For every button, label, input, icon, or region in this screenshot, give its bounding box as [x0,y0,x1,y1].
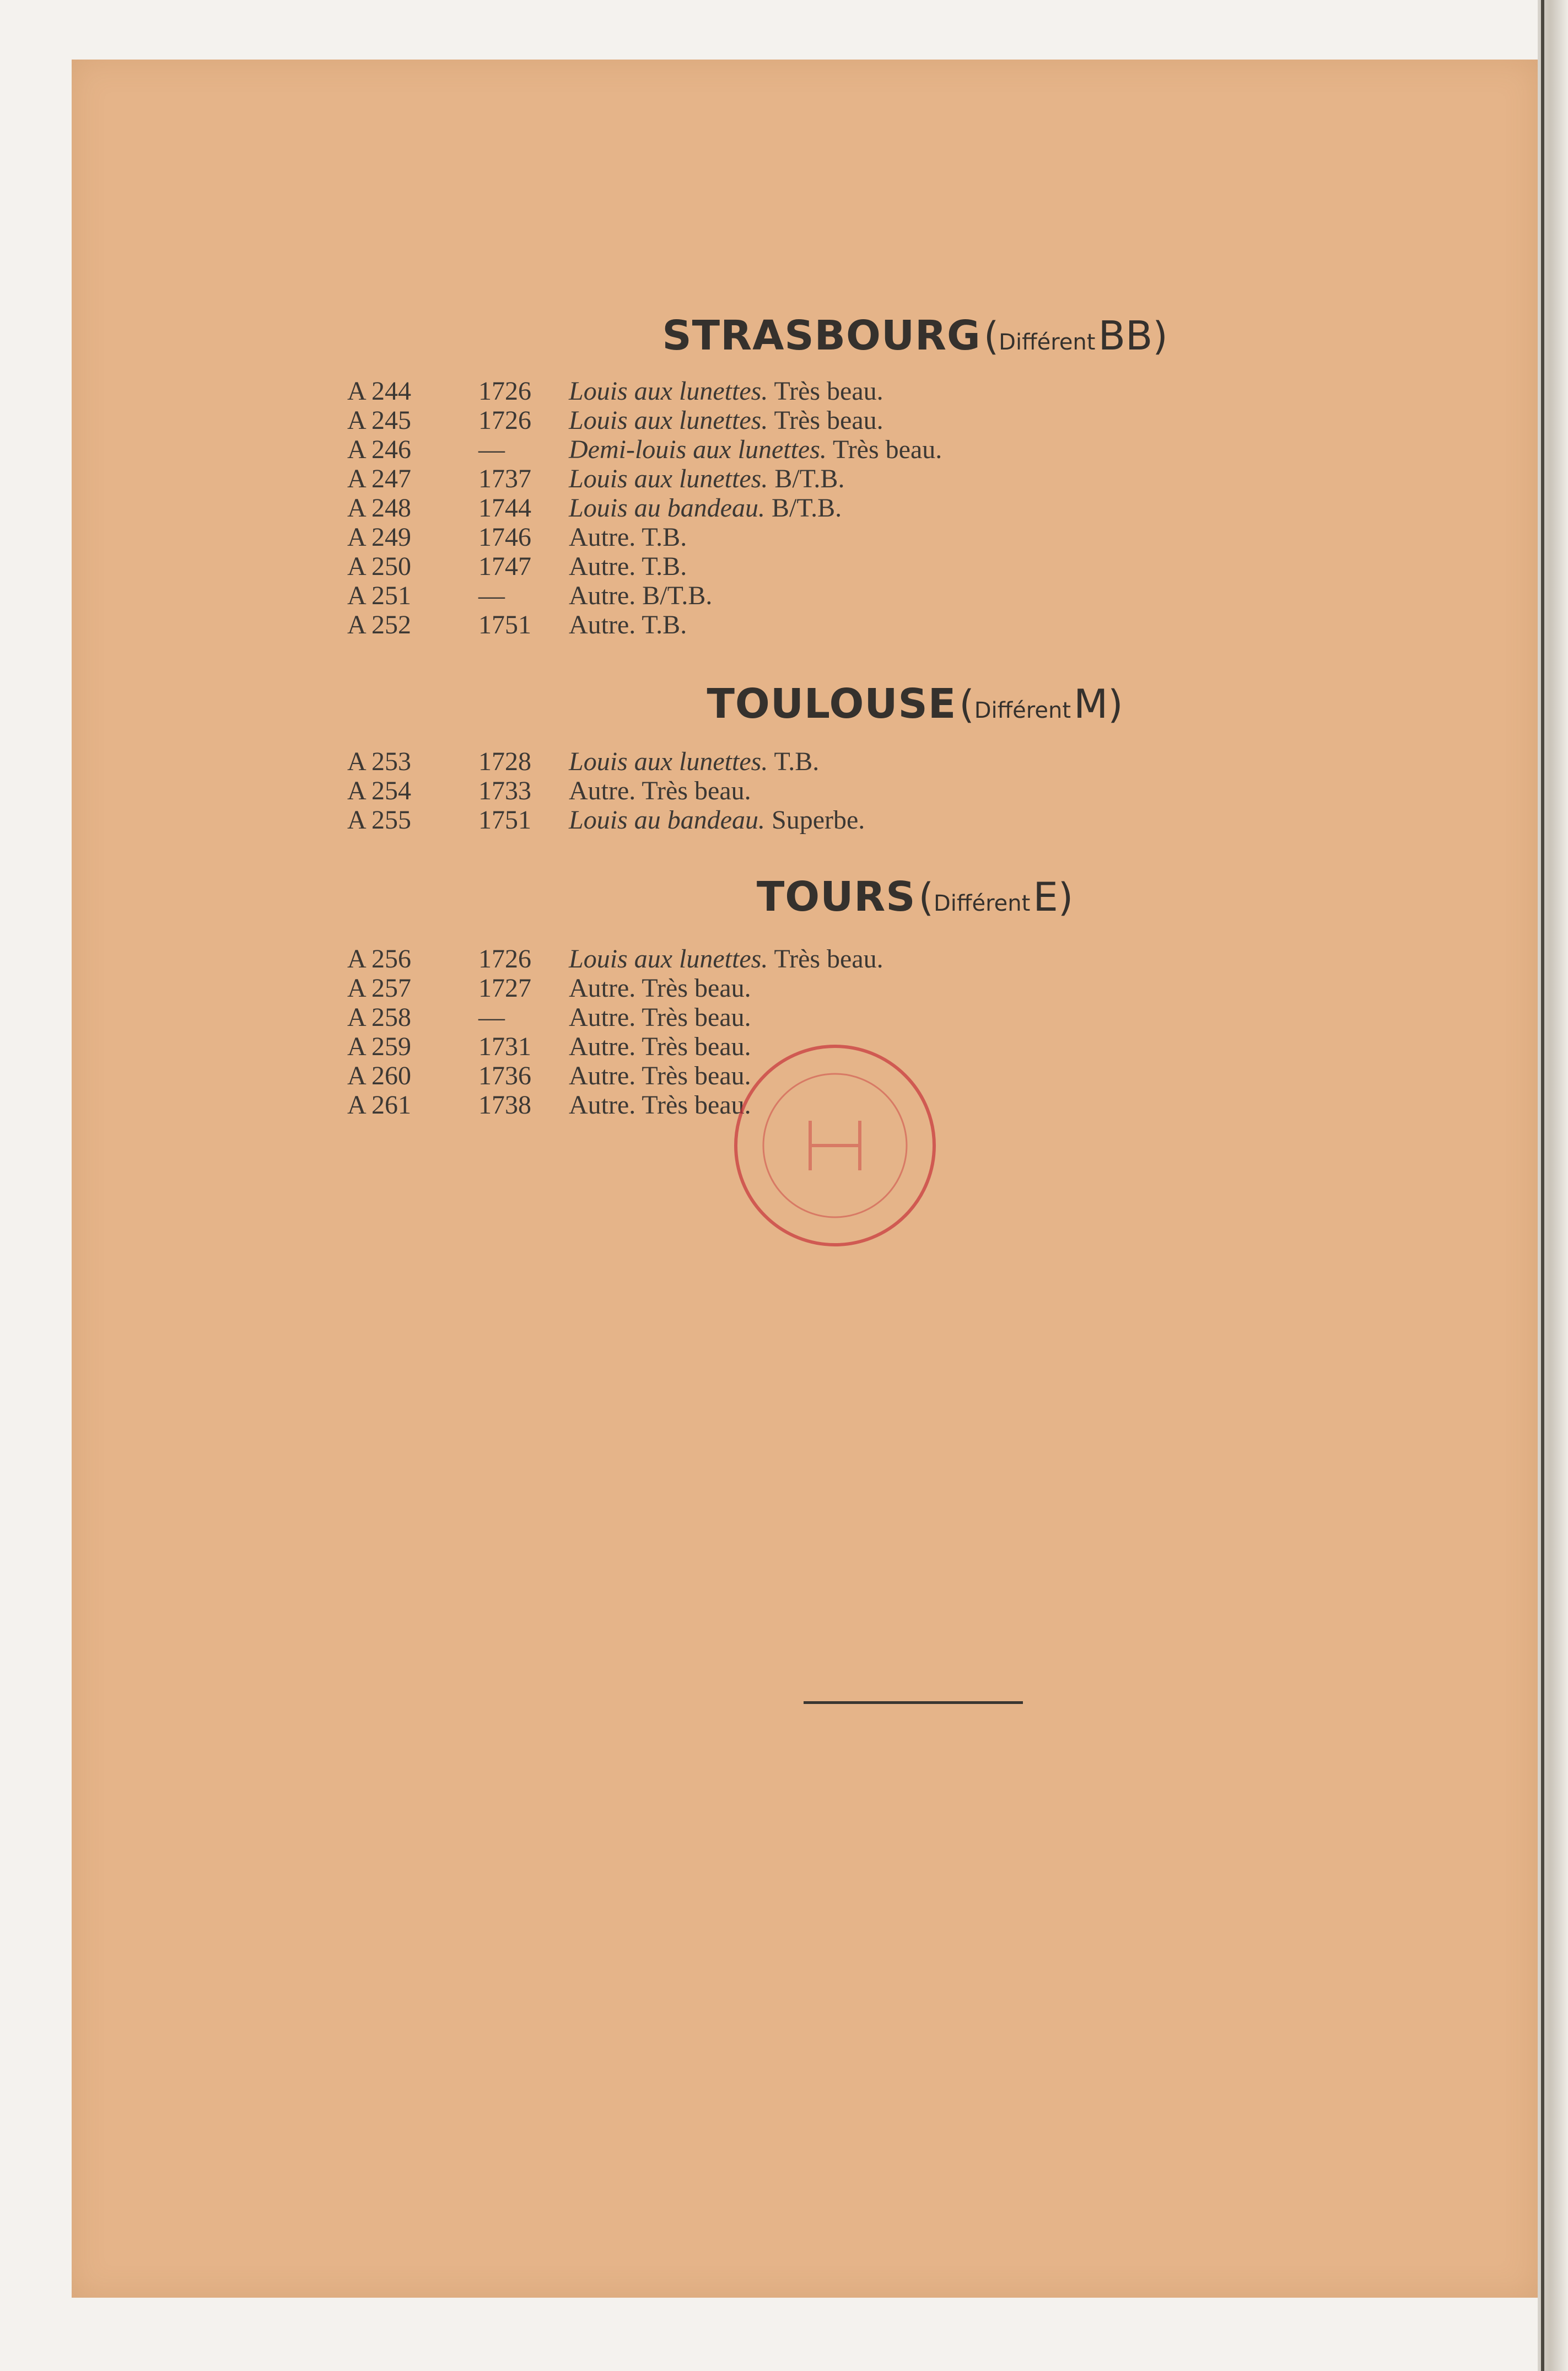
lot-number: A 261 [347,1090,412,1120]
lot-year: 1726 [478,377,531,406]
coin-grade: Autre. Très beau. [569,776,751,805]
city-name: TOULOUSE [707,680,957,728]
coin-type: Louis au bandeau. [569,493,766,523]
section-title-tours [457,873,1372,921]
coin-grade: Autre. Très beau. [569,1061,751,1090]
lot-description [569,1061,751,1091]
lot-year: 1726 [478,944,531,974]
lot-year: 1731 [478,1032,531,1061]
lot-description [569,464,844,494]
coin-grade: Autre. Très beau. [569,1090,751,1120]
lot-description [569,974,751,1003]
lot-description [569,406,883,436]
coin-grade: Autre. B/T.B. [569,581,713,610]
coin-grade: Superbe. [772,805,865,835]
lot-number: A 244 [347,377,412,406]
coin-grade: Autre. Très beau. [569,1032,751,1061]
lot-number: A 256 [347,944,412,974]
lot-year: 1751 [478,610,531,639]
close-paren: ) [1152,314,1168,359]
coin-grade: B/T.B. [774,464,845,493]
lot-description [569,805,865,835]
lot-description [569,944,883,974]
different-label: Différent [933,891,1031,916]
lot-description [569,1003,751,1033]
lot-number: A 255 [347,805,412,835]
catalogue-page [72,60,1538,2298]
lot-year: 1727 [478,974,531,1003]
lot-year: 1751 [478,805,531,835]
lot-number: A 252 [347,610,412,639]
library-stamp-icon [728,1038,942,1253]
close-paren: ) [1108,682,1123,727]
city-name: STRASBOURG [662,312,981,359]
lot-year: 1737 [478,464,531,493]
lot-number: A 259 [347,1032,412,1061]
lot-number: A 251 [347,581,412,610]
coin-grade: Autre. Très beau. [569,974,751,1003]
lot-year: 1726 [478,406,531,435]
different-label: Différent [999,330,1096,355]
open-paren: ( [983,314,999,359]
mint-mark: BB [1098,313,1153,359]
coin-grade: B/T.B. [772,493,842,523]
lot-description [569,1090,751,1120]
lot-year: 1746 [478,523,531,552]
lot-year: 1736 [478,1061,531,1090]
coin-type: Louis aux lunettes. [569,464,768,493]
coin-grade: T.B. [774,747,820,776]
different-label: Différent [974,698,1071,723]
open-paren: ( [959,682,974,727]
lot-year: 1744 [478,493,531,523]
section-title-toulouse [457,680,1372,728]
coin-type: Louis aux lunettes. [569,944,768,974]
lot-description [569,435,942,465]
lot-year: — [478,581,505,610]
mint-mark: E [1033,874,1058,920]
lot-year: 1747 [478,552,531,581]
section-title-strasbourg [457,312,1372,359]
open-paren: ( [918,875,934,920]
lot-number: A 250 [347,552,412,581]
end-rule [804,1701,1023,1704]
lot-description [569,776,751,806]
lot-year: 1738 [478,1090,531,1120]
coin-type: Louis aux lunettes. [569,406,768,435]
lot-number: A 248 [347,493,412,523]
lot-number: A 247 [347,464,412,493]
coin-grade: Autre. T.B. [569,552,687,581]
lot-year: — [478,435,505,464]
lot-number: A 260 [347,1061,412,1090]
coin-type: Louis aux lunettes. [569,377,768,406]
lot-description [569,493,842,523]
coin-type: Louis aux lunettes. [569,747,768,776]
mint-mark: M [1074,681,1108,727]
coin-grade: Très beau. [833,435,942,464]
city-name: TOURS [756,873,916,921]
coin-type: Louis au bandeau. [569,805,766,835]
coin-grade: Autre. T.B. [569,523,687,552]
lot-description [569,747,819,777]
coin-grade: Très beau. [774,377,883,406]
lot-description [569,377,883,406]
lot-description [569,581,712,611]
lot-number: A 246 [347,435,412,464]
close-paren: ) [1058,875,1074,920]
binding-line [1541,0,1544,2371]
coin-grade: Très beau. [774,406,883,435]
coin-grade: Autre. Très beau. [569,1003,751,1032]
lot-year: — [478,1003,505,1032]
lot-number: A 253 [347,747,412,776]
lot-number: A 254 [347,776,412,805]
lot-number: A 258 [347,1003,412,1032]
lot-description [569,552,687,582]
lot-number: A 249 [347,523,412,552]
lot-number: A 245 [347,406,412,435]
lot-description [569,610,687,640]
coin-type: Demi-louis aux lunettes. [569,435,827,464]
coin-grade: Très beau. [774,944,883,974]
lot-description [569,523,687,552]
coin-grade: Autre. T.B. [569,610,687,639]
lot-year: 1733 [478,776,531,805]
lot-description [569,1032,751,1062]
lot-year: 1728 [478,747,531,776]
lot-number: A 257 [347,974,412,1003]
